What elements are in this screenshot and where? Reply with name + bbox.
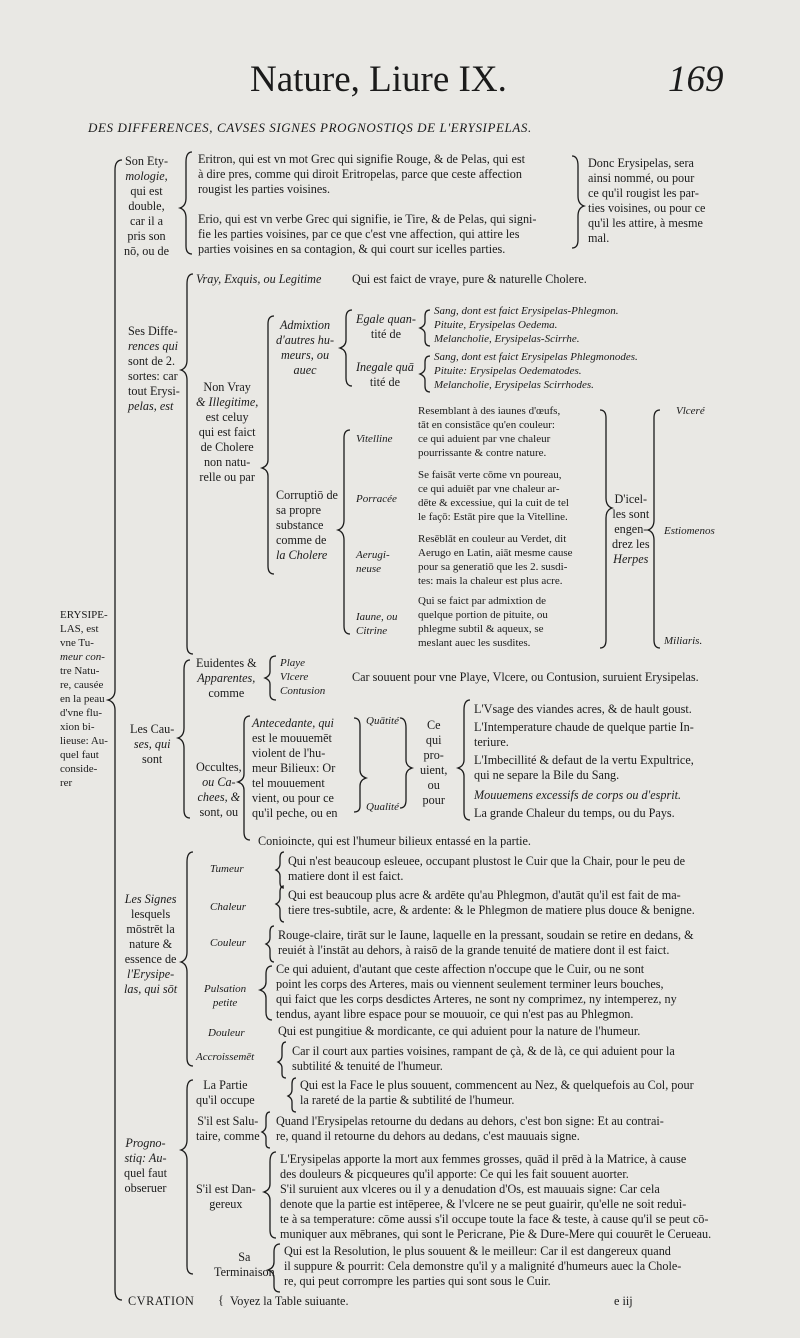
- page-number: 169: [668, 59, 724, 100]
- curation-brace: {: [218, 1293, 224, 1307]
- admixtion-label: Admixtion d'autres hu- meurs, ou auec: [276, 318, 335, 377]
- small-bracket: [262, 1112, 270, 1148]
- differences-bracket: [181, 274, 193, 654]
- herpes-bracket: [648, 410, 660, 648]
- occult-reasons: L'Vsage des viandes acres, & de hault goust. L'Intemperature chaude de quelque partie In- teriure. L'Imbecillité & defaut de la vertu Expultrice, qui ne separe la Bile du Sang. Mouuemens excessifs de corps ou d'esprit. La grande Chaleur du temps, ou du Pays.: [474, 702, 694, 820]
- corruption-label: Corruptiō de sa propre substance comme de la Cholere: [276, 488, 338, 562]
- inegale-items: Sang, dont est faict Erysipelas Phlegmonodes. Pituite: Erysipelas Oedematodes. Melancholie, Erysipelas Scirrhodes.: [434, 351, 638, 391]
- small-bracket: [278, 1042, 286, 1078]
- prog-name-dangereux: S'il est Dan- gereux: [196, 1182, 256, 1211]
- signe-text-tumeur: Qui n'est beaucoup esleuee, occupant plustost le Cuir que la Chair, pour le peu de matiere dont il est faict.: [288, 854, 686, 883]
- non-vray-label: Non Vray & Illegitime, est celuy qui est faict de Cholere non natu- relle ou par: [196, 380, 259, 484]
- etymology-first: Eritron, qui est vn mot Grec qui signifie Rouge, & de Pelas, qui est à dire pres, comme qui diroit Eritropelas, parce que ceste affection rougist les parties voisines.: [198, 152, 525, 196]
- signe-name-accroissement: Accroissemēt: [196, 1051, 255, 1063]
- qualite-label: Qualité: [366, 801, 399, 813]
- etymology-label: Son Ety- mologie, qui est double, car il a pris son nō, ou de: [124, 154, 170, 258]
- engendrez-label: D'icel- les sont engen- drez les Herpes: [612, 492, 650, 566]
- signe-text-douleur: Qui est pungitiue & mordicante, ce qui aduient pour la nature de l'humeur.: [278, 1024, 641, 1038]
- type-text-aerugineuse: Resēblāt en couleur au Verdet, dit Aerugo en Latin, aiāt mesme cause pour sa generatiō que les 2. susdi- tes: mais la chaleur est plus acre.: [418, 533, 573, 587]
- herpes-estiomenos: Estiomenos: [664, 525, 715, 537]
- prog-text-dangereux: L'Erysipelas apporte la mort aux femmes grosses, quād il prēd à la Matrice, à cause des douleurs & picqueures qu'il apporte: Ce qui les fait souuent auorter. S'il suruient aux vlceres ou il y a denudation d'Os, est mauuais signe: Car cela denote que la partie est intēperee, & l'vlcere ne se peut guairir, qu'elle ne soit reduì- te à sa temperature: cōme aussi s'il occupe toute la face & teste, à cause qu'il se peut cō- muniquer aux mēbranes, qui sont le Pericrane, Pie & Dure-Mere qui couurēt le Cerueau.: [280, 1152, 712, 1241]
- vray-text: Qui est faict de vraye, pure & naturelle Cholere.: [352, 272, 587, 286]
- signes-label: Les Signes lesquels mōstrēt la nature & essence de l'Erysipe- las, qui sōt: [124, 892, 178, 996]
- causes-label: Les Cau- ses, qui sont: [130, 722, 175, 766]
- herpes-miliaris: Miliaris.: [664, 635, 703, 647]
- differences-label: Ses Diffe- rences qui sont de 2. sortes: car tout Erysi- pelas, est: [128, 324, 180, 413]
- etymology-bracket-right: [572, 156, 584, 248]
- inegale-label: Inegale quā tité de: [356, 360, 414, 389]
- admixtion-bracket: [340, 310, 352, 386]
- signes-bracket: [181, 852, 193, 1066]
- signature-mark: e iij: [614, 1294, 633, 1308]
- signe-text-accroissement: Car il court aux parties voisines, rampant de çà, & de là, ce qui aduient pour la subtilité & tenuité de l'humeur.: [292, 1044, 675, 1073]
- inegale-bracket: [420, 356, 430, 392]
- small-bracket: [264, 1152, 276, 1238]
- prog-text-salutaire: Quand l'Erysipelas retourne du dedans au dehors, c'est bon signe: Et au contrai- re, quand il retourne du dehors au dedans, c'est mauuais signe.: [276, 1114, 664, 1143]
- page-title: Nature, Liure IX.: [250, 59, 507, 100]
- prog-text-terminaison: Qui est la Resolution, le plus souuent & le meilleur: Car il est dangereux quand il suppure & pourrit: Cela demonstre qu'il y a malignité d'humeurs auec la Chole- re, qui peut corrompre les parties qui sont sous le Cuir.: [284, 1244, 682, 1288]
- root-label: ERYSIPE- LAS, est vne Tu- meur con- tre Natu- re, causée en la peau d'vne flu- xion bi- lieuse: Au- quel faut conside- rer: [60, 609, 108, 789]
- root-bracket: [108, 160, 122, 1300]
- small-bracket: [266, 926, 274, 962]
- prog-text-partie: Qui est la Face le plus souuent, commencent au Nez, & quelquefois au Col, pour la rareté de la partie & subtilité de l'humeur.: [300, 1078, 694, 1107]
- prog-name-terminaison: Sa Terminaison: [214, 1250, 275, 1279]
- etymology-second: Erio, qui est vn verbe Grec qui signifie, ie Tire, & de Pelas, qui signi- fie les parties voisines, par ce que c'est vne affection, qui attire les parties voisines en sa contagion, & qui court sur icelles parties.: [198, 212, 537, 256]
- curation-label: CVRATION: [128, 1294, 195, 1308]
- type-name-vitelline: Vitelline: [356, 433, 393, 445]
- small-bracket: [276, 852, 284, 888]
- prog-name-partie: La Partie qu'il occupe: [196, 1078, 255, 1107]
- section-subtitle: DES DIFFERENCES, CAVSES SIGNES PROGNOSTIQS DE L'ERYSIPELAS.: [88, 120, 532, 135]
- small-bracket: [260, 966, 272, 1020]
- egale-label: Egale quan- tité de: [356, 312, 416, 341]
- evidentes-text: Car souuent pour vne Playe, Vlcere, ou Contusion, suruient Erysipelas.: [352, 670, 699, 684]
- type-name-iaune: Iaune, ou Citrine: [356, 611, 398, 637]
- evidentes-bracket: [265, 656, 276, 700]
- signe-name-couleur: Couleur: [210, 937, 247, 949]
- signe-name-tumeur: Tumeur: [210, 863, 244, 875]
- herpes-vlcere: Vlceré: [676, 405, 705, 417]
- reasons-bracket: [458, 700, 470, 820]
- non-vray-bracket: [262, 316, 274, 574]
- prog-name-salutaire: S'il est Salu- taire, comme: [196, 1114, 260, 1143]
- corruption-bracket: [338, 430, 350, 634]
- antecedente-text: Antecedante, qui est le mouuemēt violent de l'hu- meur Bilieux: Or tel mouuement vient, ou pour ce qu'il peche, ou en: [252, 716, 338, 820]
- curation-text: Voyez la Table suiuante.: [230, 1294, 349, 1308]
- occultes-label: Occultes, ou Ca- chees, & sont, ou: [196, 760, 242, 819]
- conioincte-text: Conioincte, qui est l'humeur bilieux entassé en la partie.: [258, 834, 531, 848]
- egale-bracket: [420, 310, 430, 346]
- small-bracket: [288, 1078, 296, 1112]
- etymology-bracket: [180, 152, 192, 254]
- type-text-vitelline: Resemblant à des iaunes d'œufs, tāt en consistāce qu'en couleur: ce qui aduient par vne chaleur pourrissante & contre nature.: [418, 405, 561, 459]
- type-text-porracee: Se faisāt verte cōme vn poureau, ce qui aduiēt par vne chaleur ar- dēte & excessiue, qui la cuit de tel le façō: Estāt pire que la Vitelline.: [418, 469, 569, 523]
- signe-name-pulsation: Pulsation petite: [204, 983, 247, 1009]
- types-right-bracket: [600, 410, 612, 648]
- quantite-label: Quātité: [366, 715, 399, 727]
- type-name-porracee: Porracée: [356, 493, 397, 505]
- type-name-aerugineuse: Aerugi- neuse: [356, 549, 390, 575]
- signe-text-chaleur: Qui est beaucoup plus acre & ardēte qu'au Phlegmon, d'autāt qu'il est fait de ma- tiere tres-subtile, acre, & ardente: & le Phlegmon de matiere plus douce & benigne.: [288, 888, 695, 917]
- vray-label: Vray, Exquis, ou Legitime: [196, 272, 322, 286]
- small-bracket: [276, 886, 284, 922]
- signe-name-chaleur: Chaleur: [210, 901, 247, 913]
- egale-items: Sang, dont est faict Erysipelas-Phlegmon. Pituite, Erysipelas Oedema. Melancholie, Erysipelas-Scirrhe.: [434, 305, 619, 345]
- evidentes-items: Playe Vlcere Contusion: [280, 657, 326, 697]
- type-text-iaune: Qui se faict par admixtion de quelque portion de pituite, ou phlegme subtil & aqueux, se meslant auec les susdites.: [418, 595, 548, 649]
- etymology-conclusion: Donc Erysipelas, sera ainsi nommé, ou pour ce qu'il rougist les par- ties voisines, ou pour ce qu'il les attire, à mesme mal.: [588, 156, 706, 245]
- ce-qui-label: Ce qui pro- uient, ou pour: [420, 718, 448, 807]
- quantite-bracket: [400, 718, 412, 808]
- prognostiq-bracket: [181, 1080, 193, 1274]
- antecedente-bracket: [354, 718, 366, 812]
- signe-text-couleur: Rouge-claire, tirāt sur le Iaune, laquelle en la pressant, soudain se retire en dedans, & reuiét à l'instāt au dehors, à raisō de la grande tenuité de matiere dont il est faict.: [278, 928, 694, 957]
- signe-text-pulsation: Ce qui aduient, d'autant que ceste affection n'occupe que le Cuir, ou ne sont point les corps des Arteres, mais ou viennent seulement terminer leurs bouches, qui faict que les corps desdictes Arteres, ne sont ny comprimez, ny intemperez, ny tendus, ayant libre espace pour se mouuoir, ce qui n'est pas au Phlegmon.: [276, 962, 677, 1021]
- causes-bracket: [178, 660, 190, 818]
- evidentes-label: Euidentes & Apparentes, comme: [196, 656, 257, 700]
- signe-name-douleur: Douleur: [208, 1027, 245, 1039]
- prognostiq-label: Progno- stiq: Au- quel faut obseruer: [124, 1136, 167, 1195]
